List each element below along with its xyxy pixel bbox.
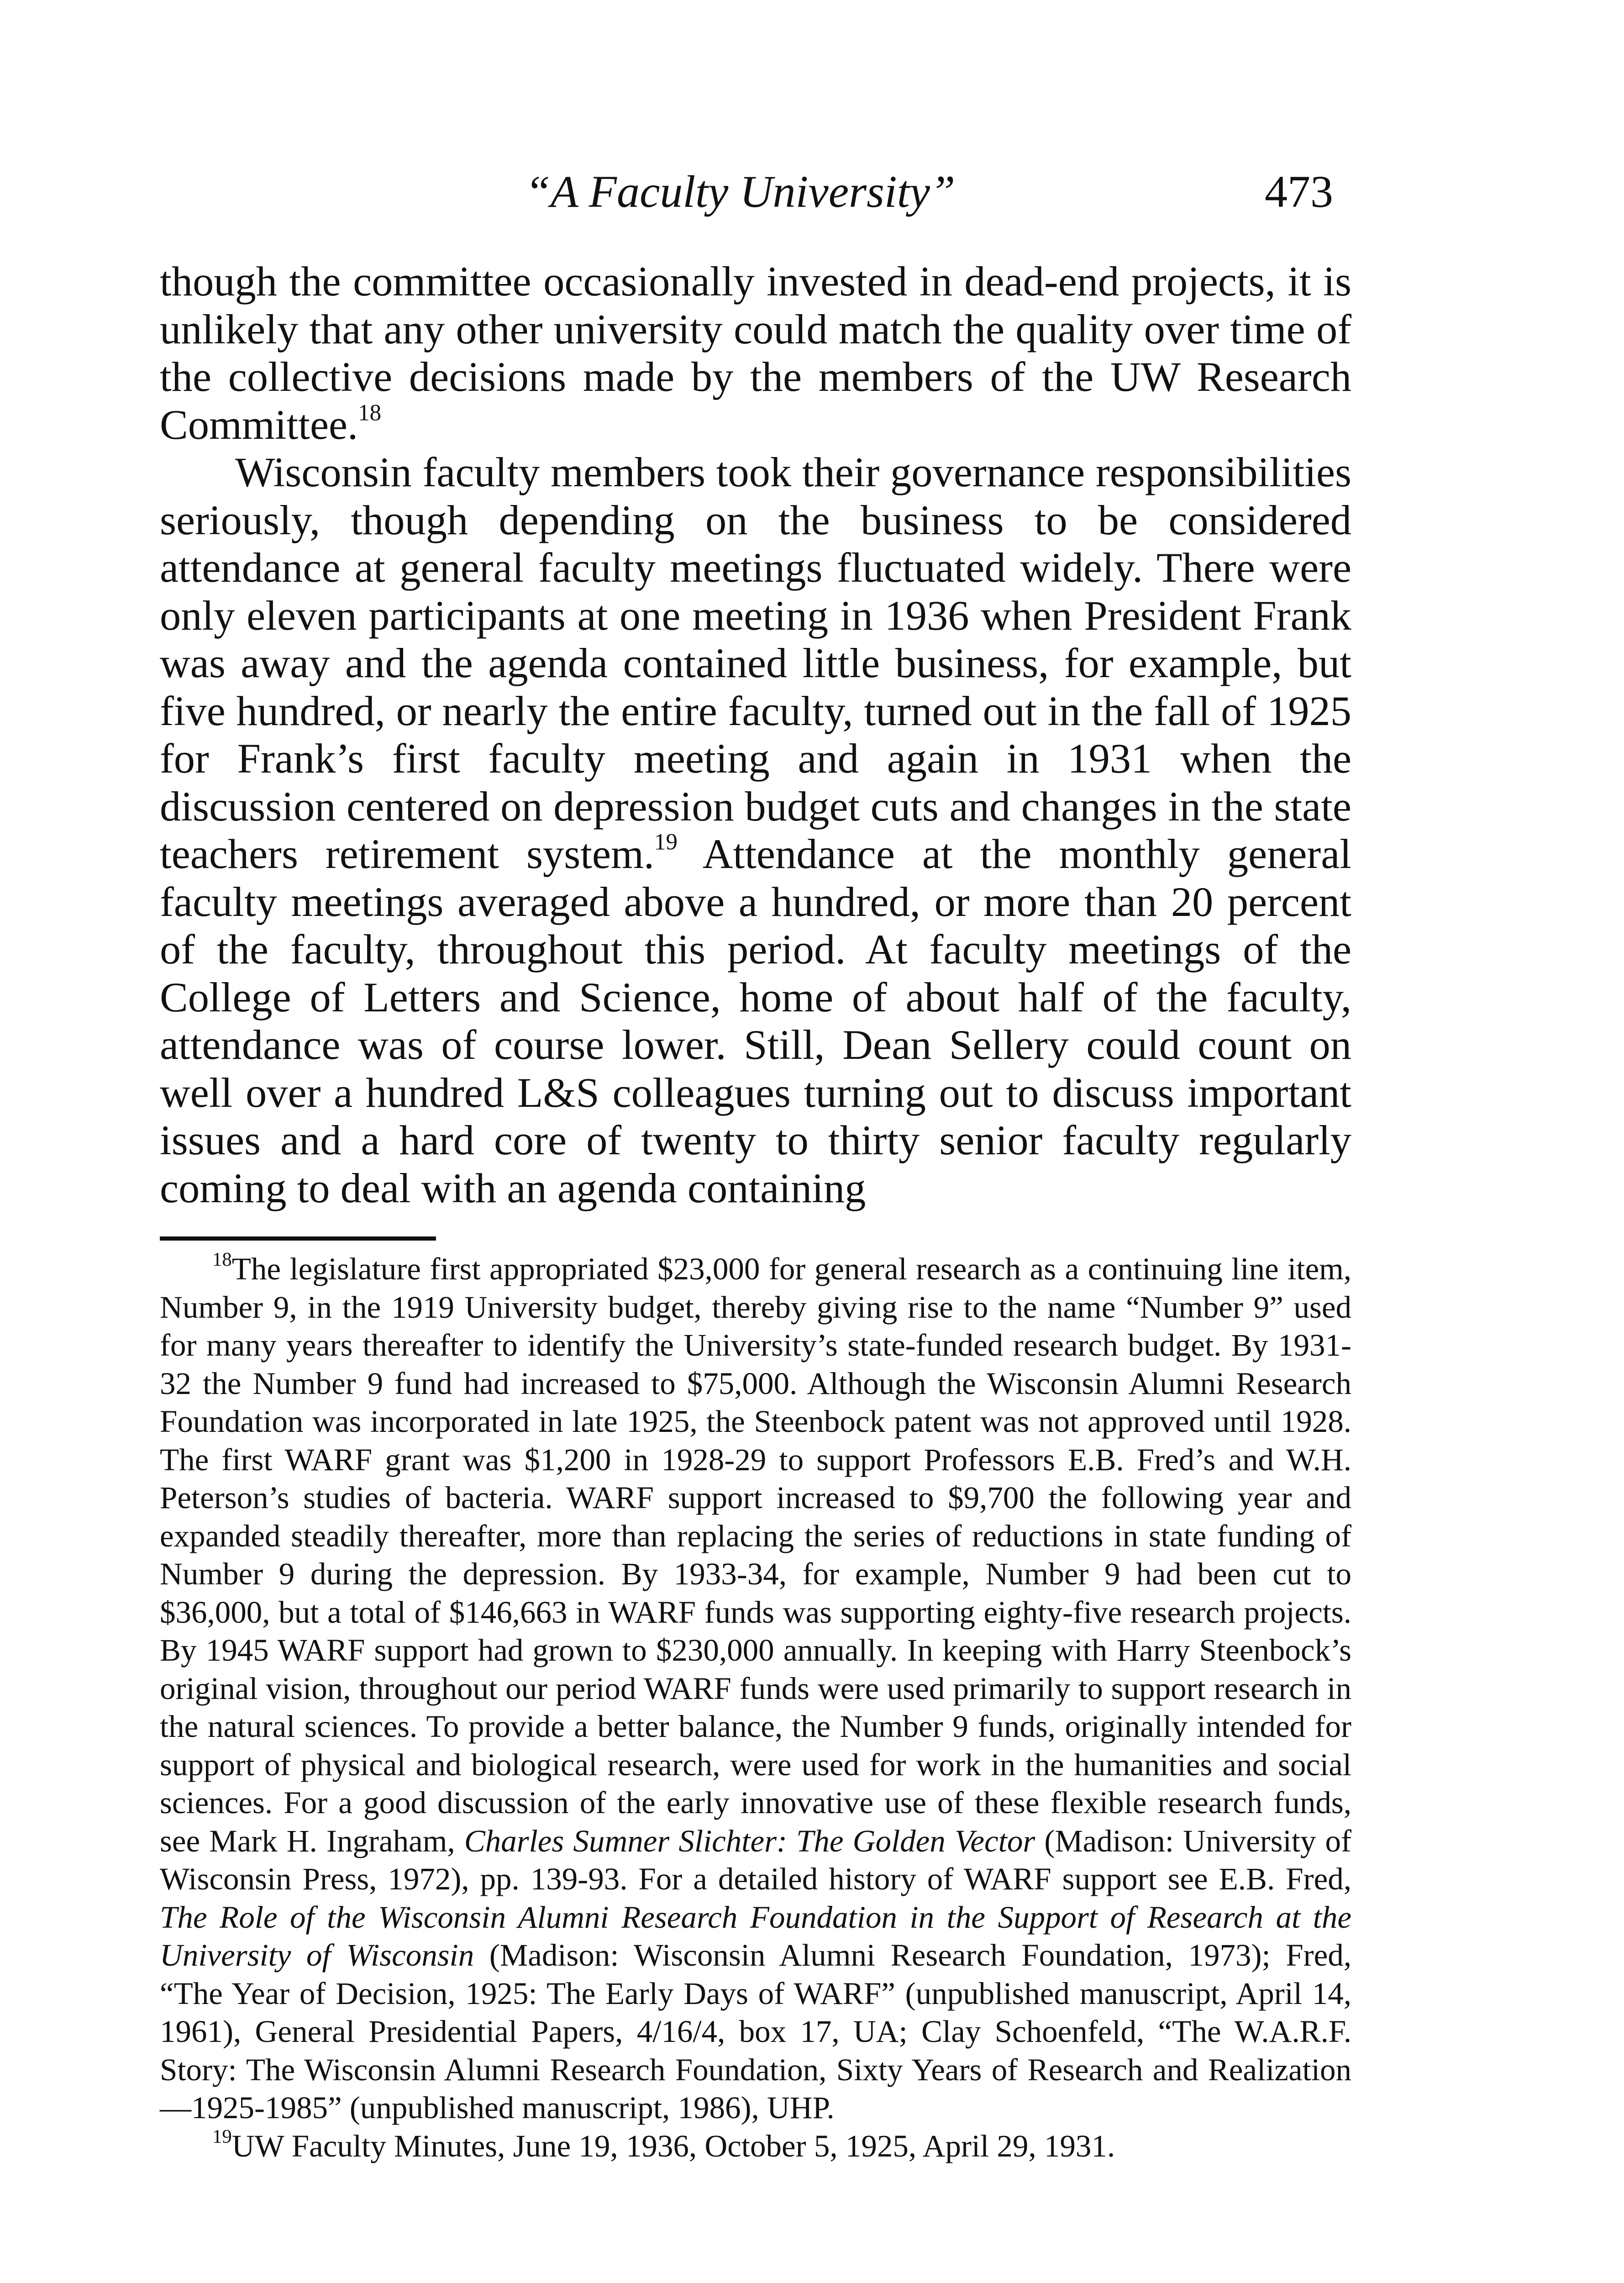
footnote-19-text: UW Faculty Minutes, June 19, 1936, October 5, 1925, April 29, 1931.: [231, 2128, 1115, 2163]
footnote-18-part-3: (Madison: Wisconsin Alumni Research Foundation, 1973); Fred, “The Year of Decision, 1925: The Early Days of WARF” (unpublished manuscript, April 14, 1961), General Presidential Papers, 4/16/4, box 17, UA; Clay Schoenfeld, “The W.A.R.F. Story: The Wisconsin Alumni Research Foundation, Sixty Years of Research and Realization—1925-1985” (unpublished manuscript, 1986), UHP.: [160, 1938, 1351, 2125]
running-head: [0, 162, 1624, 221]
paragraph-2: [160, 449, 1351, 1212]
paragraph-1-text: though the committee occasionally invested in dead-end projects, it is unlikely that any other university could match the quality over time of the collective decisions made by the members of the UW Research Committee.: [160, 258, 1351, 448]
footnote-18: [160, 1250, 1351, 2127]
paragraph-2-text-b: Attendance at the monthly general faculty meetings averaged above a hundred, or more than 20 percent of the faculty, throughout this period. At faculty meetings of the College of Letters and Science, home of about half of the faculty, attendance was of course lower. Still, Dean Sellery could count on well over a hundred L&S colleagues turning out to discuss important issues and a hard core of twenty to thirty senior faculty regularly coming to deal with an agenda containing: [160, 831, 1351, 1212]
footnote-18-part-2: (Madison: University of Wisconsin Press, 1972), pp. 139-93. For a detailed history of WARF support see E.B. Fred,: [160, 1823, 1352, 1896]
footnote-19: [160, 2127, 1351, 2166]
main-text: [160, 258, 1351, 1212]
footnote-18-title-1: Charles Sumner Slichter: The Golden Vector: [464, 1823, 1035, 1858]
paragraph-1: [160, 258, 1351, 449]
footnote-number-18: 18: [212, 1249, 232, 1271]
footnote-18-part-1: The legislature first appropriated $23,000 for general research as a continuing line item, Number 9, in the 1919 University budget, thereby giving rise to the name “Number 9” used for many years thereafter to identify the University’s state-funded research budget. By 1931-32 the Number 9 fund had increased to $75,000. Although the Wisconsin Alumni Research Foundation was incorporated in late 1925, the Steenbock patent was not approved until 1928. The first WARF grant was $1,200 in 1928-29 to support Professors E.B. Fred’s and W.H. Peterson’s studies of bacteria. WARF support increased to $9,700 the following year and expanded steadily thereafter, more than replacing the series of reductions in state funding of Number 9 during the depression. By 1933-34, for example, Number 9 had been cut to $36,000, but a total of $146,663 in WARF funds was supporting eighty-five research projects. By 1945 WARF support had grown to $230,000 annually. In keeping with Harry Steenbock’s original vision, throughout our period WARF funds were used primarily to support research in the natural sciences. To provide a better balance, the Number 9 funds, originally intended for support of physical and biological research, were used for work in the humanities and social sciences. For a good discussion of the early innovative use of these flexible research funds, see Mark H. Ingraham,: [160, 1252, 1351, 1858]
footnote-ref-18: 18: [358, 400, 382, 426]
page-number: 473: [1265, 166, 1333, 217]
running-title: “A Faculty University”: [525, 166, 956, 217]
footnotes: [160, 1250, 1351, 2165]
footnote-ref-19: 19: [654, 829, 678, 855]
footnote-18-title-2: The Role of the Wisconsin Alumni Research Foundation in the Support of Research at the University of Wisconsin: [160, 1899, 1351, 1973]
footnote-rule: [160, 1236, 436, 1241]
footnote-number-19: 19: [212, 2125, 232, 2147]
paragraph-2-text-a: Wisconsin faculty members took their governance responsibilities seriously, though depending on the business to be considered attendance at general faculty meetings fluctuated widely. There were only eleven participants at one meeting in 1936 when President Frank was away and the agenda contained little business, for example, but five hundred, or nearly the entire faculty, turned out in the fall of 1925 for Frank’s first faculty meeting and again in 1931 when the discussion centered on depression budget cuts and changes in the state teachers retirement system.: [160, 449, 1351, 878]
